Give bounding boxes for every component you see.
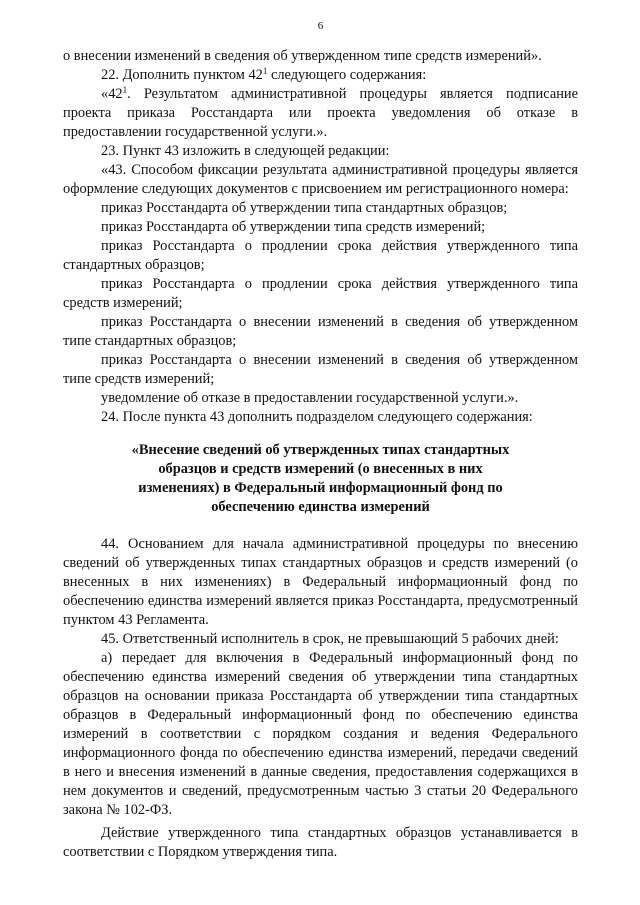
paragraph-item-44: 44. Основанием для начала административной процедуры по внесению сведений об утвержденных типах стандартных образцов и средств измерений (о внесенных в них изменениях) в Федеральный информационный фонд по обеспечению единства измерений является приказ Росстандарта, предусмотренный пунктом 43 Регламента. xyxy=(63,536,578,628)
heading-line: изменениях) в Федеральный информационный фонд по xyxy=(138,480,503,496)
list-item: приказ Росстандарта о продлении срока действия утвержденного типа средств измерений; xyxy=(63,276,578,311)
paragraph-closing: Действие утвержденного типа стандартных образцов устанавливается в соответствии с Порядком утверждения типа. xyxy=(63,825,578,860)
paragraph-item-22 xyxy=(63,66,578,85)
list-item: приказ Росстандарта о продлении срока действия утвержденного типа стандартных образцов; xyxy=(63,238,578,273)
paragraph-item-23: 23. Пункт 43 изложить в следующей редакции: xyxy=(101,143,390,159)
list-item: приказ Росстандарта об утверждении типа средств измерений; xyxy=(101,219,486,235)
list-item: приказ Росстандарта о внесении изменений в сведения об утвержденном типе стандартных образцов; xyxy=(63,314,578,349)
paragraph-item-45: 45. Ответственный исполнитель в срок, не превышающий 5 рабочих дней: xyxy=(101,631,559,647)
paragraph-item-24: 24. После пункта 43 дополнить подразделом следующего содержания: xyxy=(101,409,533,425)
item-22-superscript: 1 xyxy=(262,66,268,76)
heading-line: «Внесение сведений об утвержденных типах стандартных xyxy=(131,442,510,458)
paragraph-item-42-1 xyxy=(63,85,578,142)
item-42-1-superscript: 1 xyxy=(122,85,128,95)
item-22-text: 22. Дополнить пунктом 42 xyxy=(101,67,263,83)
list-item: уведомление об отказе в предоставлении государственной услуги.». xyxy=(101,390,519,406)
paragraph-item-43: «43. Способом фиксации результата административной процедуры является оформление следующих документов с присвоением им регистрационного номера: xyxy=(63,162,578,197)
list-item: приказ Росстандарта о внесении изменений в сведения об утвержденном типе средств измерений; xyxy=(63,352,578,387)
page-number: 6 xyxy=(317,20,324,32)
list-item: приказ Росстандарта об утверждении типа стандартных образцов; xyxy=(101,200,508,216)
item-42-1-text: . Результатом административной процедуры является подписание проекта приказа Росстандарта или проекта уведомления об отказе в предоставлении государственной услуги.». xyxy=(63,86,578,140)
section-heading xyxy=(93,441,548,517)
item-22-tail: следующего содержания: xyxy=(267,67,427,83)
heading-line: образцов и средств измерений (о внесенных в них xyxy=(158,461,483,477)
heading-line: обеспечению единства измерений xyxy=(211,499,430,515)
paragraph-item-45-a: а) передает для включения в Федеральный информационный фонд по обеспечению единства измерений сведения об утверждении типа стандартных образцов на основании приказа Росстандарта об утверждении типа стандартных образцов в Федеральный информационный фонд по обеспечению единства измерений в соответствии с порядком создания и ведения Федерального информационного фонда по обеспечению единства измерений, передачи сведений в него и внесения изменений в данные сведения, предоставления содержащихся в нем документов и сведений, предусмотренным частью 3 статьи 20 Федерального закона № 102-ФЗ. xyxy=(63,650,578,818)
item-42-1-prefix: «42 xyxy=(101,86,123,102)
paragraph-continuation: о внесении изменений в сведения об утвержденном типе средств измерений». xyxy=(63,48,542,64)
